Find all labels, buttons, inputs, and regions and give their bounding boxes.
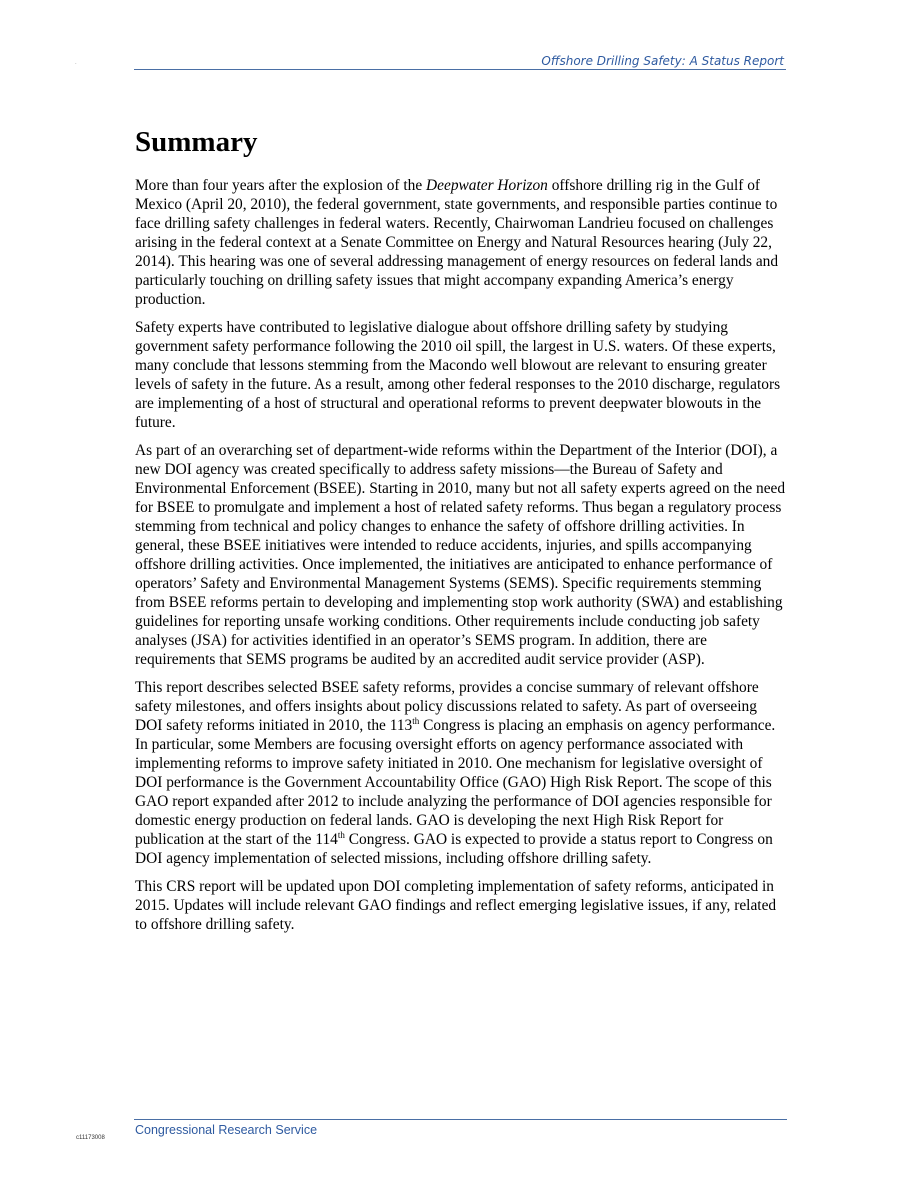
page-title: Summary: [135, 126, 258, 158]
ordinal-suffix-114: th: [337, 830, 345, 840]
paragraph-1: [135, 176, 787, 309]
paragraph-1-rest: offshore drilling rig in the Gulf of Mexico (April 20, 2010), the federal government, state governments, and responsible parties continue to face drilling safety challenges in federal waters. Recently, Chairwoman Landrieu focused on challenges arising in the federal context at a Senate Committee on Energy and Natural Resources hearing (July 22, 2014). This hearing was one of several addressing management of energy resources on federal lands and particularly touching on drilling safety issues that might accompany expanding America’s energy production.: [135, 177, 779, 308]
running-header: [134, 54, 786, 70]
paragraph-4-part-3: Congress. GAO is expected to provide a status report to Congress on DOI agency implementation of selected missions, including offshore drilling safety.: [135, 831, 773, 867]
paragraph-4-part-1: This report describes selected BSEE safety reforms, provides a concise summary of relevant offshore safety milestones, and offers insights about policy discussions related to safety. As part of overseeing DOI safety reforms initiated in 2010, the 113: [135, 679, 759, 734]
summary-body: [135, 176, 787, 943]
paragraph-3: As part of an overarching set of department-wide reforms within the Department of the Interior (DOI), a new DOI agency was created specifically to address safety missions—the Bureau of Safety and Environmental Enforcement (BSEE). Starting in 2010, many but not all safety experts agreed on the need for BSEE to promulgate and implement a host of related safety reforms. Thus began a regulatory process stemming from technical and policy changes to enhance the safety of offshore drilling activities. In general, these BSEE initiatives were intended to reduce accidents, injuries, and spills accompanying offshore drilling activities. Once implemented, the initiatives are anticipated to enhance performance of operators’ Safety and Environmental Management Systems (SEMS). Specific requirements stemming from BSEE reforms pertain to developing and implementing stop work authority (SWA) and establishing guidelines for reporting unsafe working conditions. Other requirements include conducting job safety analyses (JSA) for activities identified in an operator’s SEMS program. In addition, there are requirements that SEMS programs be audited by an accredited audit service provider (ASP).: [135, 442, 786, 668]
paragraph-4-part-2: Congress is placing an emphasis on agency performance. In particular, some Members are focusing oversight efforts on agency performance associated with implementing reforms to improve safety initiated in 2010. One mechanism for legislative oversight of DOI performance is the Government Accountability Office (GAO) High Risk Report. The scope of this GAO report expanded after 2012 to include analyzing the performance of DOI agencies responsible for domestic energy production on federal lands. GAO is developing the next High Risk Report for publication at the start of the 114: [135, 717, 776, 848]
ordinal-suffix-113: th: [412, 716, 420, 726]
report-code: c11173008: [76, 1135, 105, 1141]
paragraph-2: Safety experts have contributed to legislative dialogue about offshore drilling safety by studying government safety performance following the 2010 oil spill, the largest in U.S. waters. Of these experts, many conclude that lessons stemming from the Macondo well blowout are relevant to ensuring greater levels of safety in the future. As a result, among other federal responses to the 2010 discharge, regulators are implementing of a host of structural and operational reforms to prevent deepwater blowouts in the future.: [135, 319, 781, 431]
rig-name: Deepwater Horizon: [426, 177, 548, 194]
footer-organization: Congressional Research Service: [135, 1123, 318, 1137]
running-title: Offshore Drilling Safety: A Status Report: [541, 54, 784, 68]
paragraph-4: [135, 678, 787, 868]
paragraph-1-lead: More than four years after the explosion of the: [135, 177, 427, 194]
corner-mark: .: [75, 60, 77, 66]
paragraph-5: This CRS report will be updated upon DOI completing implementation of safety reforms, anticipated in 2015. Updates will include relevant GAO findings and reflect emerging legislative issues, if any, related to offshore drilling safety.: [135, 878, 777, 933]
page-footer: [134, 1119, 787, 1137]
